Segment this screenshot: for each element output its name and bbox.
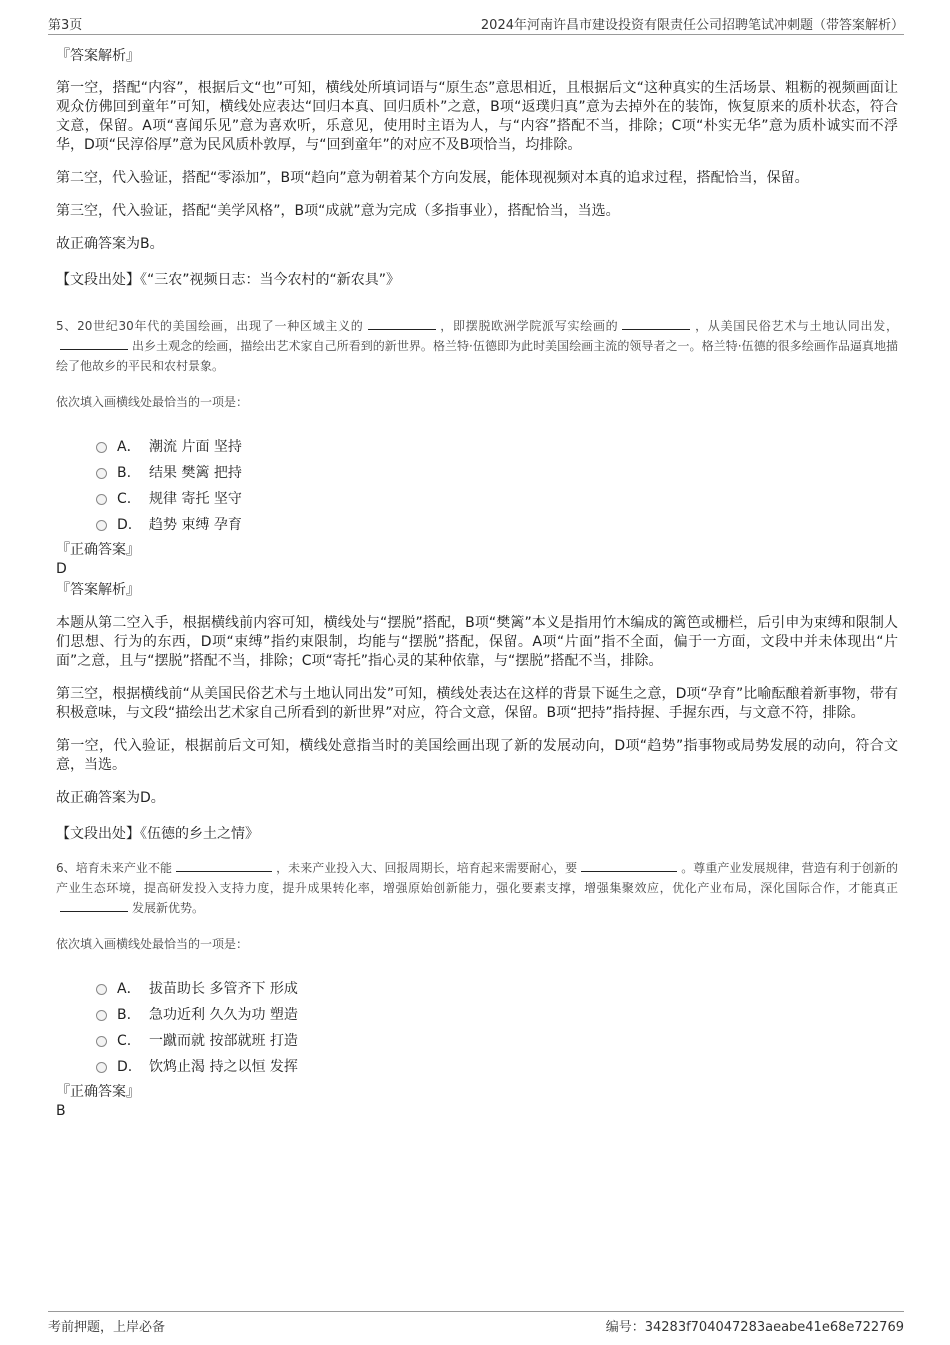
radio-icon[interactable] <box>96 1010 107 1021</box>
question-6-text: 6、培育未来产业不能 ，未来产业投入大、回报周期长，培育起来需要耐心，要 。尊重产业发展规律，营造有利于创新的产业生态环境，提高研发投入支持力度，提升成果转化率，增强原始创新能力，强化要素支撑，增强集聚效应，优化产业布局，深化国际合作，才能真正发展新优势。 <box>56 861 898 915</box>
passage-source: 【文段出处】《伍德的乡土之情》 <box>56 826 259 842</box>
footer-slogan: 考前押题，上岸必备 <box>48 1320 166 1335</box>
radio-icon[interactable] <box>96 520 107 531</box>
analysis-paragraph: 第一空，代入验证，根据前后文可知，横线处意指当时的美国绘画出现了新的发展动向，D项“趋势”指事物或局势发展的动向，符合文意，当选。 <box>56 738 898 773</box>
radio-icon[interactable] <box>96 1062 107 1073</box>
answer-conclusion: 故正确答案为D。 <box>56 790 165 806</box>
analysis-label: 『答案解析』 <box>56 48 140 64</box>
radio-icon[interactable] <box>96 468 107 479</box>
question-5-options <box>96 434 898 538</box>
option-d[interactable]: D. 饮鸩止渴 持之以恒 发挥 <box>96 1054 898 1080</box>
radio-icon[interactable] <box>96 984 107 995</box>
option-c[interactable]: C. 一蹴而就 按部就班 打造 <box>96 1028 898 1054</box>
option-c[interactable]: C. 规律 寄托 坚守 <box>96 486 898 512</box>
option-a[interactable]: A． 潮流 片面 坚持 <box>96 434 898 460</box>
document-id: 编号：34283f704047283aeabe41e68e722769 <box>605 1320 904 1335</box>
option-a[interactable]: A． 拔苗助长 多管齐下 形成 <box>96 976 898 1002</box>
analysis-paragraph: 第三空，根据横线前“从美国民俗艺术与土地认同出发”可知，横线处表达在这样的背景下诞生之意，D项“孕育”比喻酝酿着新事物，带有积极意味，与文段“描绘出艺术家自己所看到的新世界”对应，符合文意，保留。B项“把持”指持握、手握东西，与文意不符，排除。 <box>56 686 898 721</box>
correct-answer-label: 『正确答案』 <box>56 542 140 558</box>
page-header <box>48 14 904 35</box>
analysis-label: 『答案解析』 <box>56 582 140 598</box>
question-5-prompt: 依次填入画横线处最恰当的一项是： <box>56 395 249 409</box>
document-body <box>56 46 898 1120</box>
question-6-prompt: 依次填入画横线处最恰当的一项是： <box>56 937 249 951</box>
radio-icon[interactable] <box>96 494 107 505</box>
radio-icon[interactable] <box>96 1036 107 1047</box>
analysis-paragraph: 第二空，代入验证，搭配“零添加”，B项“趋向”意为朝着某个方向发展，能体现视频对本真的追求过程，搭配恰当，保留。 <box>56 170 809 186</box>
fill-blank <box>60 337 128 350</box>
fill-blank <box>581 859 677 872</box>
fill-blank <box>60 899 128 912</box>
fill-blank <box>176 859 272 872</box>
option-b[interactable]: B. 急功近利 久久为功 塑造 <box>96 1002 898 1028</box>
analysis-paragraph: 第一空，搭配“内容”，根据后文“也”可知，横线处所填词语与“原生态”意思相近，且根据后文“这种真实的生活场景、粗粝的视频画面让观众仿佛回到童年”可知，横线处应表达“回归本真、回归质朴”之意，B项“返璞归真”意为去掉外在的装饰，恢复原来的质朴状态，符合文意，保留。A项“喜闻乐见”意为喜欢听，乐意见，使用时主语为人，与“内容”搭配不当，排除；C项“朴实无华”意为质朴诚实而不浮华，D项“民淳俗厚”意为民风质朴敦厚，与“回到童年”的对应不及B项恰当，均排除。 <box>56 80 898 153</box>
page-number: 第3页 <box>48 18 83 33</box>
page-footer <box>48 1311 904 1334</box>
document-title: 2024年河南许昌市建设投资有限责任公司招聘笔试冲刺题（带答案解析） <box>480 18 904 33</box>
question-5-text: 5、20世纪30年代的美国绘画，出现了一种区域主义的 ，即摆脱欧洲学院派写实绘画的 ，从美国民俗艺术与土地认同出发，出乡土观念的绘画，描绘出艺术家自己所看到的新世界。格兰特·伍德即为此时美国绘画主流的领导者之一。格兰特·伍德的很多绘画作品逼真地描绘了他故乡的平民和农村景象。 <box>56 319 898 373</box>
analysis-paragraph: 第三空，代入验证，搭配“美学风格”，B项“成就”意为完成（多指事业），搭配恰当，当选。 <box>56 203 620 219</box>
correct-answer-label: 『正确答案』 <box>56 1084 140 1100</box>
answer-conclusion: 故正确答案为B。 <box>56 236 164 252</box>
passage-source: 【文段出处】《“三农”视频日志：当今农村的“新农具”》 <box>56 272 401 288</box>
question-6-options <box>96 976 898 1080</box>
correct-answer: B <box>56 1103 66 1119</box>
fill-blank <box>622 317 690 330</box>
analysis-paragraph: 本题从第二空入手，根据横线前内容可知，横线处与“摆脱”搭配，B项“樊篱”本义是指用竹木编成的篱笆或栅栏，后引申为束缚和限制人们思想、行为的东西，D项“束缚”指约束限制，均能与“摆脱”搭配，保留。A项“片面”指不全面，偏于一方面，文段中并未体现出“片面”之意，且与“摆脱”搭配不当，排除；C项“寄托”指心灵的某种依靠，与“摆脱”搭配不当，排除。 <box>56 615 898 669</box>
option-b[interactable]: B. 结果 樊篱 把持 <box>96 460 898 486</box>
radio-icon[interactable] <box>96 442 107 453</box>
option-d[interactable]: D. 趋势 束缚 孕育 <box>96 512 898 538</box>
fill-blank <box>368 317 436 330</box>
correct-answer: D <box>56 561 67 577</box>
